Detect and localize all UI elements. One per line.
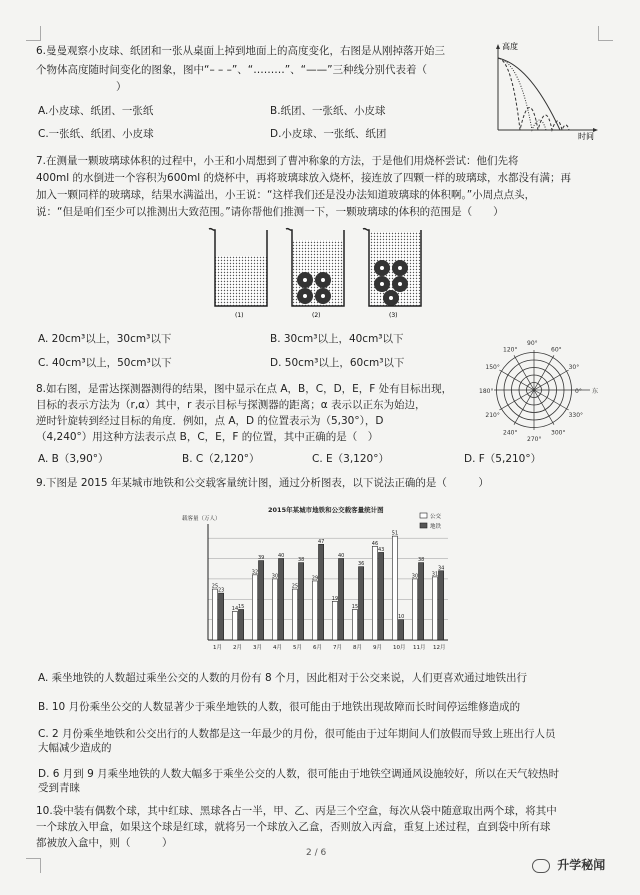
q10-line3: 都被放入盒中，则（ ） (36, 837, 173, 849)
bar-metro (439, 571, 444, 640)
q7-beakers-figure (205, 220, 425, 320)
x-tick-label: 6月 (313, 645, 322, 651)
q6-option-a: A.小皮球、纸团、一张纸 (38, 105, 154, 117)
bar-bus (312, 581, 317, 640)
q6-option-c: C.一张纸、纸团、小皮球 (38, 128, 154, 140)
bar-data-label: 34 (438, 565, 445, 572)
q9-option-c1: C. 2 月份乘坐地铁和公交出行的人数都是这一年最少的月份，很可能由于过年期间人们放假而导致上班出行人员 (38, 728, 556, 740)
x-tick-label: 2月 (233, 645, 242, 651)
q6-curve-solid (498, 58, 560, 130)
q8-line2: 目标的表示方法为（r,α）其中，r 表示目标与探测器的距离；α 表示以正东为始边， (36, 399, 426, 411)
legend-label-1: 地铁 (430, 524, 442, 530)
beaker-3-label: (3) (389, 312, 398, 319)
q6-line1: 6.曼曼观察小皮球、纸团和一张从桌面上掉到地面上的高度变化，右图是从刚掉落开始三 (36, 45, 446, 57)
watermark (532, 856, 605, 873)
q6-graph-ylabel: 高度 (502, 42, 518, 51)
bar-metro (259, 561, 264, 640)
crop-mark-bottom-left (26, 858, 41, 873)
x-tick-label: 10月 (393, 645, 406, 651)
radar-east-label: 东 (592, 388, 599, 395)
bar-data-label: 30 (271, 573, 279, 580)
q8-radar-figure (478, 334, 600, 446)
bar-data-label: 38 (298, 557, 305, 564)
q8-option-a: A. B（3,90°） (38, 453, 109, 465)
radar-ray-240 (514, 390, 534, 425)
bar-bus (232, 611, 237, 640)
beaker-2 (286, 229, 344, 319)
bar-bus (212, 589, 217, 640)
q8-line4: （4,240°）用这种方法表示点 B，C，E，F 的位置，其中正确的是（ ） (36, 431, 379, 443)
x-tick-label: 9月 (373, 645, 382, 651)
legend-swatch-0 (420, 513, 427, 518)
bar-data-label: 15 (351, 603, 359, 610)
bar-bus (432, 577, 437, 640)
q7-option-a: A. 20cm³以上，30cm³以下 (38, 333, 172, 345)
bar-data-label: 30 (411, 573, 419, 580)
bar-data-label: 25 (211, 583, 219, 590)
bar-data-label: 31 (431, 571, 439, 578)
x-tick-label: 12月 (433, 645, 446, 651)
bar-metro (399, 620, 404, 640)
bar-data-label: 47 (318, 538, 325, 545)
q8-line1: 8.如右图，是雷达探测器测得的结果，图中显示在点 A，B，C，D，E，F 处有目标出现， (36, 383, 453, 395)
bar-data-label: 25 (291, 583, 299, 590)
radar-angle-label: 120° (503, 346, 518, 354)
beaker-1-label: (1) (235, 312, 244, 319)
radar-angle-label: 210° (485, 412, 500, 419)
bar-data-label: 43 (378, 546, 385, 553)
q6-option-d: D.小皮球、一张纸、纸团 (270, 128, 387, 140)
q7-line3: 加入一颗同样的玻璃球，结果水满溢出，小王说：“这样我们还是没办法知道玻璃球的体积啊。”小周点点头， (36, 189, 536, 201)
bar-bus (252, 575, 257, 640)
bar-data-label: 39 (258, 555, 265, 562)
bar-data-label: 32 (251, 569, 259, 576)
bar-bus (412, 579, 417, 640)
bar-metro (299, 563, 304, 640)
q9-option-d2: 受到青睐 (38, 782, 80, 794)
radar-angle-label: 270° (527, 436, 542, 443)
q6-line2: 个物体高度随时间变化的图象，图中“– – –”、“………”、“——”三种线分别代表着（ (36, 64, 428, 76)
q10-line1: 10.袋中装有偶数个球，其中红球、黑球各占一半，甲、乙、丙是三个空盒，每次从袋中随意取出两个球，将其中 (36, 805, 557, 817)
q6-curve-dashed (498, 58, 569, 130)
q6-line2b: ） (116, 81, 127, 93)
bar-bus (372, 546, 377, 640)
bar-data-label: 23 (218, 587, 225, 594)
q9-option-c2: 大幅减少造成的 (38, 742, 112, 754)
bar-metro (359, 567, 364, 640)
q6-curve-dotted (498, 58, 546, 130)
radar-ray-150 (499, 370, 534, 390)
bar-metro (239, 609, 244, 640)
radar-angle-label: 150° (485, 364, 500, 371)
q7-option-b: B. 30cm³以上，40cm³以下 (270, 333, 404, 345)
q6-option-b: B.纸团、一张纸、小皮球 (270, 105, 386, 117)
radar-angle-label: 0° (575, 388, 582, 395)
radar-ray-60 (534, 355, 554, 390)
bar-data-label: 46 (371, 540, 379, 547)
q6-graph-xlabel: 时间 (578, 132, 594, 140)
radar-angle-label: 90° (527, 340, 538, 347)
x-tick-label: 11月 (413, 645, 426, 651)
bar-metro (219, 593, 224, 640)
q7-line4: 说：“但是咱们至少可以推测出大致范围。”请你帮他们推测一下，一颗玻璃球的体积的范围是（ ） (36, 206, 504, 218)
x-tick-label: 8月 (353, 645, 362, 651)
radar-ray-120 (514, 355, 534, 390)
radar-ray-30 (534, 370, 569, 390)
bar-data-label: 10 (398, 614, 405, 621)
x-tick-label: 7月 (333, 645, 342, 651)
page-number: 2 / 6 (306, 848, 327, 858)
radar-angle-label: 300° (551, 429, 566, 437)
radar-angle-label: 60° (551, 346, 562, 354)
radar-ray-210 (499, 390, 534, 410)
q7-line1: 7.在测量一颗玻璃球体积的过程中，小王和小周想到了曹冲称象的方法，于是他们用烧杯尝试：他们先将 (36, 155, 519, 167)
bar-data-label: 40 (338, 553, 345, 560)
radar-angle-label: 30° (568, 364, 580, 371)
bar-data-label: 29 (311, 575, 319, 582)
beaker-3 (363, 229, 421, 319)
q9-line1: 9.下图是 2015 年某城市地铁和公交载客量统计图，通过分析图表，以下说法正确的是（ ） (36, 477, 489, 489)
chart-ylabel: 载客量（万人） (182, 516, 221, 522)
bar-data-label: 51 (391, 530, 399, 537)
bar-data-label: 40 (278, 553, 285, 560)
q8-line3: 逆时针旋转到经过目标的角度．例如，点 A，D 的位置表示为（5,30°），D (36, 415, 384, 427)
q9-option-b: B. 10 月份乘坐公交的人数显著少于乘坐地铁的人数，很可能由于地铁出现故障而长时间停运维修造成的 (38, 701, 521, 713)
x-tick-label: 3月 (253, 645, 262, 651)
crop-mark-top-right (598, 26, 613, 41)
q7-line2: 400ml 的水倒进一个容积为600ml 的烧杯中，再将玻璃球放入烧杯，接连放了四颗一样的玻璃球，水都没有满；再 (36, 172, 572, 184)
bar-metro (279, 559, 284, 640)
wechat-icon (532, 859, 550, 873)
beaker-1 (209, 229, 267, 319)
legend-label-0: 公交 (430, 514, 442, 520)
q9-bar-chart (180, 502, 465, 657)
bar-metro (339, 559, 344, 640)
bar-bus (292, 589, 297, 640)
q7-option-d: D. 50cm³以上，60cm³以下 (270, 357, 405, 369)
x-tick-label: 5月 (293, 645, 302, 651)
x-tick-label: 1月 (213, 645, 222, 651)
q7-option-c: C. 40cm³以上，50cm³以下 (38, 357, 172, 369)
bar-bus (352, 609, 357, 640)
radar-ray-300 (534, 390, 554, 425)
q9-option-a: A. 乘坐地铁的人数超过乘坐公交的人数的月份有 8 个月，因此相对于公交来说，人们更喜欢通过地铁出行 (38, 672, 528, 684)
radar-angle-label: 330° (568, 412, 584, 419)
q8-option-b: B. C（2,120°） (182, 453, 260, 465)
q10-line2: 一个球放入甲盒，如果这个球是红球，就将另一个球放入乙盒，否则放入丙盒，重复上述过程，直到袋中所有球 (36, 821, 551, 833)
bar-bus (272, 579, 277, 640)
x-tick-label: 4月 (273, 645, 282, 651)
bar-data-label: 19 (331, 595, 339, 602)
radar-angle-label: 180° (479, 388, 494, 395)
q8-option-c: C. E（3,120°） (312, 453, 389, 465)
beaker-2-label: (2) (312, 312, 321, 319)
bar-bus (332, 601, 337, 640)
bar-metro (419, 563, 424, 640)
crop-mark-top-left (26, 26, 41, 41)
bar-metro (379, 552, 384, 640)
q6-height-time-graph (490, 40, 600, 140)
q8-option-d: D. F（5,210°） (464, 453, 542, 465)
radar-ray-330 (534, 390, 569, 410)
bar-data-label: 38 (418, 557, 425, 564)
bar-data-label: 36 (358, 561, 365, 568)
bar-data-label: 15 (238, 603, 245, 610)
radar-angle-label: 240° (503, 429, 518, 437)
bar-bus (392, 536, 397, 640)
q9-option-d1: D. 6 月到 9 月乘坐地铁的人数大幅多于乘坐公交的人数，很可能由于地铁空调通风设施较好，所以在天气较热时 (38, 768, 560, 780)
bar-data-label: 14 (231, 605, 239, 612)
legend-swatch-1 (420, 523, 427, 528)
watermark-text: 升学秘闻 (557, 858, 606, 872)
bar-metro (319, 544, 324, 640)
chart-title: 2015年某城市地铁和公交载客量统计图 (268, 506, 384, 514)
